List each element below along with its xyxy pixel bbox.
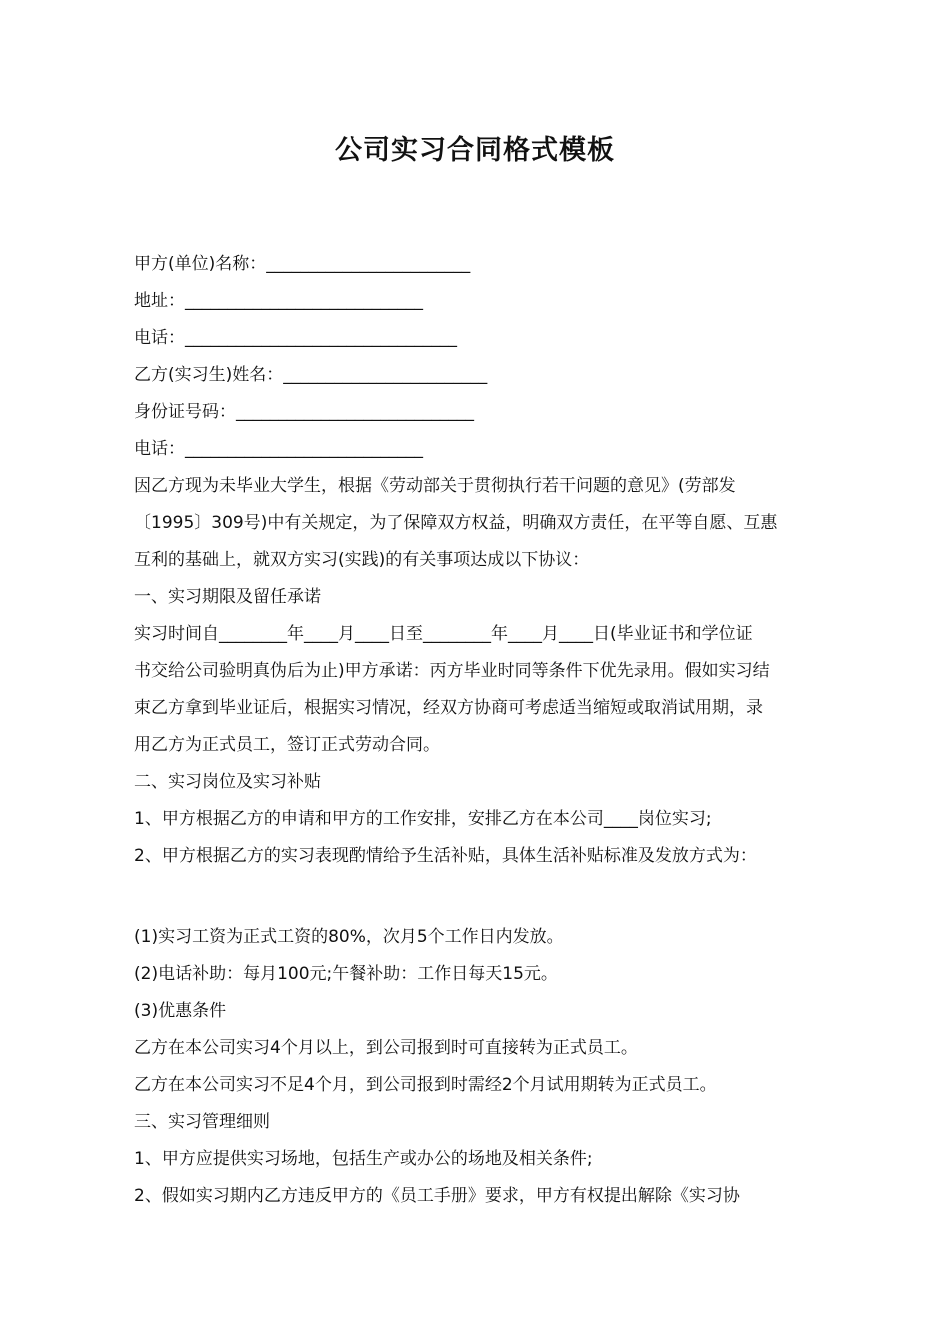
section-2-sub-5: 乙方在本公司实习不足4个月，到公司报到时需经2个月试用期转为正式员工。 <box>134 1075 717 1095</box>
section-1-line-2: 书交给公司验明真伪后为止)甲方承诺：丙方毕业时同等条件下优先录用。假如实习结 <box>134 661 770 681</box>
section-2-heading: 二、实习岗位及实习补贴 <box>134 772 321 792</box>
document-title: 公司实习合同格式模板 <box>335 135 615 166</box>
section-2-sub-1: (1)实习工资为正式工资的80%，次月5个工作日内发放。 <box>134 927 564 947</box>
section-1-line-1: 实习时间自________年____月____日至________年____月____日(毕业证书和学位证 <box>134 624 753 644</box>
section-3-item-1: 1、甲方应提供实习场地，包括生产或办公的场地及相关条件; <box>134 1149 593 1169</box>
section-1-heading: 一、实习期限及留任承诺 <box>134 587 321 607</box>
section-2-item-1: 1、甲方根据乙方的申请和甲方的工作安排，安排乙方在本公司____岗位实习; <box>134 809 712 829</box>
section-1-line-4: 用乙方为正式员工，签订正式劳动合同。 <box>134 735 440 755</box>
field-address: 地址：____________________________ <box>134 291 423 311</box>
section-2-sub-3: (3)优惠条件 <box>134 1001 227 1021</box>
field-phone-a: 电话：________________________________ <box>134 328 457 348</box>
section-2-sub-2: (2)电话补助：每月100元;午餐补助：工作日每天15元。 <box>134 964 558 984</box>
field-phone-b: 电话：____________________________ <box>134 439 423 459</box>
section-2-sub-4: 乙方在本公司实习4个月以上，到公司报到时可直接转为正式员工。 <box>134 1038 638 1058</box>
section-1-line-3: 束乙方拿到毕业证后，根据实习情况，经双方协商可考虑适当缩短或取消试用期，录 <box>134 698 763 718</box>
blank-gap <box>134 875 838 919</box>
field-id-number: 身份证号码：____________________________ <box>134 402 474 422</box>
section-3-heading: 三、实习管理细则 <box>134 1112 270 1132</box>
section-2-item-2: 2、甲方根据乙方的实习表现酌情给予生活补贴，具体生活补贴标准及发放方式为： <box>134 846 757 866</box>
section-3-item-2: 2、假如实习期内乙方违反甲方的《员工手册》要求，甲方有权提出解除《实习协 <box>134 1186 740 1206</box>
field-party-a-name: 甲方(单位)名称：________________________ <box>134 254 471 274</box>
intro-line-2: 〔1995〕309号)中有关规定，为了保障双方权益，明确双方责任，在平等自愿、互惠 <box>134 513 778 533</box>
field-party-b-name: 乙方(实习生)姓名：________________________ <box>134 365 488 385</box>
document-body <box>134 246 838 1215</box>
intro-line-1: 因乙方现为未毕业大学生，根据《劳动部关于贯彻执行若干问题的意见》(劳部发 <box>134 476 736 496</box>
intro-line-3: 互利的基础上，就双方实习(实践)的有关事项达成以下协议： <box>134 550 590 570</box>
